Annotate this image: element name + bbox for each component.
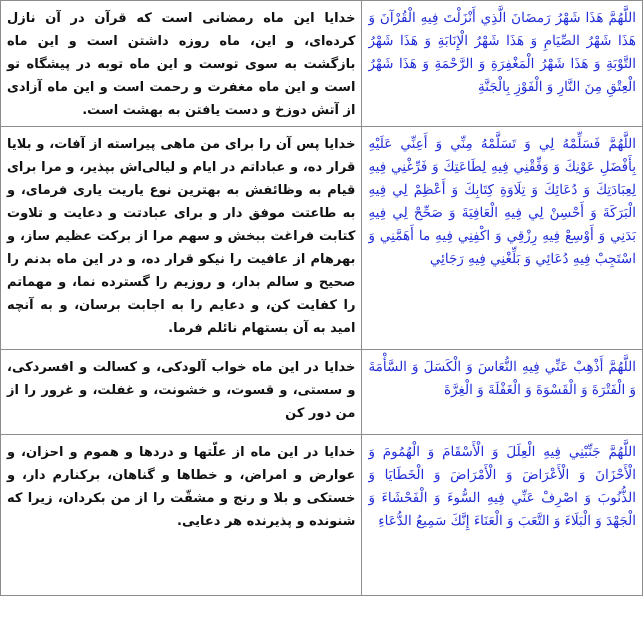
persian-text: خدایا در این ماه خواب آلودکی، و کسالت و افسردکی، و سستی، و قسوت، و خشونت، و غفلت، و غرور را از من دور کن <box>7 360 356 421</box>
arabic-text-cell <box>362 435 643 596</box>
arabic-text-cell <box>362 127 643 350</box>
table-row <box>1 1 643 127</box>
arabic-text: اللَّهُمَّ أَذْهِبْ عَنِّي فِيهِ النُّعَاسَ وَ الْكَسَلَ وَ السَّأْمَةَ وَ الْفَتْرَةَ وَ الْقَسْوَةَ وَ الْغَفْلَةَ وَ الْغِرَّةَ <box>368 359 636 398</box>
arabic-text: اللَّهُمَّ جَنِّبْنِي فِيهِ الْعِلَلَ وَ الْأَسْقَامَ وَ الْهُمُومَ وَ الْأَحْزَانَ وَ الْأَعْرَاضَ وَ الْأَمْرَاضَ وَ الْخَطَايَا وَ الذُّنُوبَ وَ اصْرِفْ عَنِّي فِيهِ السُّوءَ وَ الْفَحْشَاءَ وَ الْجَهْدَ وَ الْبَلَاءَ وَ التَّعَبَ وَ الْعَنَاءَ إِنَّكَ سَمِيعُ الدُّعَاءِ <box>368 444 636 529</box>
persian-text: خدایا پس آن را برای من ماهی پیراسته از آفات، و بلایا قرار ده، و عباداتم در ایام و لیالی‌اش بپذیر، و مرا برای قیام به وظائفش به بهترین نوع یاریت یاری فرمای، و به طاعتت موفق دار و برای عبادتت و دعایت و تلاوت کتابت فراغت ببخش و سهم مرا از برکت عظیم ساز، و بهرهام از عافیت را نیکو قرار ده، و در این ماه بدنم را صحیح و سالم بدار، و روزیم را گسترده نما، و مهماتم را کفایت کن، و دعایم را به اجابت برسان، و به آنچه امید به آن بستهام نائلم فرما. <box>7 137 356 336</box>
persian-text: خدایا در این ماه از علّتها و دردها و هموم و احزان، و عوارض و امراض، و خطاها و گناهان، برکنارم دار، و خستکی و بلا و رنج و مشقّت را از من بکردان، زیرا که شنونده و پذیرنده هر دعایی. <box>7 445 356 529</box>
table-row <box>1 435 643 596</box>
table-row <box>1 127 643 350</box>
arabic-text: اللَّهُمَّ هَذَا شَهْرُ رَمضَانَ الَّذِي أَنْزَلْتَ فِيهِ الْقُرْآنَ وَ هَذَا شَهْرُ الصِّيَامِ وَ هَذَا شَهْرُ الْإِنَابَةِ وَ هَذَا شَهْرُ التَّوْبَةِ وَ هَذَا شَهْرُ الْمَغْفِرَةِ وَ الرَّحْمَةِ وَ هَذَا شَهْرُ الْعِتْقِ مِنَ النَّارِ وَ الْفَوْزِ بِالْجَنَّةِ <box>368 10 636 95</box>
persian-text: خدایا این ماه رمضانی است که قرآن در آن نازل کرده‌ای، و این، ماه روزه داشتن است و این ماه بازگشت به سوی توست و این ماه توبه در پیشگاه تو است و این ماه مغفرت و رحمت است و این ماه آزادی از آتش دوزخ و دست یافتن به بهشت است. <box>7 11 356 118</box>
persian-translation-cell <box>1 435 362 596</box>
persian-translation-cell <box>1 127 362 350</box>
arabic-text-cell <box>362 350 643 435</box>
arabic-text: اللَّهُمَّ فَسَلِّمْهُ لِي وَ تَسَلَّمْهُ مِنِّي وَ أَعِنِّي عَلَيْهِ بِأَفْضَلِ عَوْنِكَ وَ وَفِّقْنِي فِيهِ لِطَاعَتِكَ وَ فَرِّغْنِي فِيهِ لِعِبَادَتِكَ وَ دُعَائِكَ وَ تِلَاوَةِ كِتَابِكَ وَ أَعْظِمْ لِي فِيهِ الْبَرَكَةَ وَ أَحْسِنْ لِي فِيهِ الْعَافِيَةَ وَ صَحِّحْ لِي فِيهِ بَدَنِي وَ أَوْسِعْ فِيهِ رِزْقِي وَ اكْفِنِي فِيهِ ما أَهَمَّنِي وَ اسْتَجِبْ فِيهِ دُعَائِي وَ بَلِّغْنِي فِيهِ رَجَائِي <box>368 136 636 267</box>
persian-translation-cell <box>1 1 362 127</box>
table-row <box>1 350 643 435</box>
arabic-text-cell <box>362 1 643 127</box>
persian-translation-cell <box>1 350 362 435</box>
